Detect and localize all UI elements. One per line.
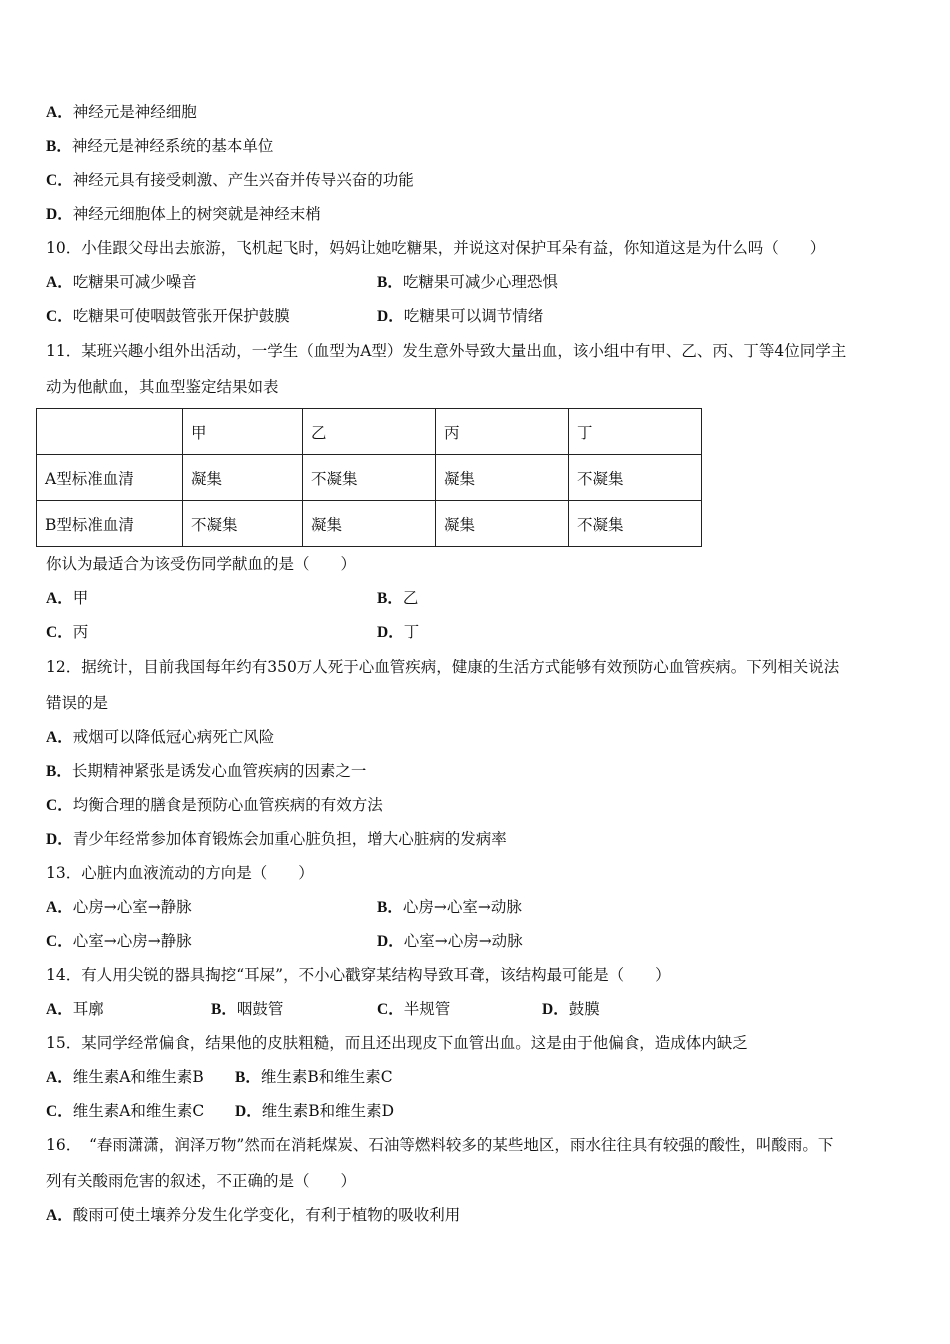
table-row	[37, 455, 702, 501]
table-cell: 凝集	[436, 501, 569, 547]
table-cell: 不凝集	[303, 455, 436, 501]
table-cell: 不凝集	[183, 501, 303, 547]
table-header-cell: 乙	[303, 409, 436, 455]
q11-stem-line2: 动为他献血，其血型鉴定结果如表	[46, 378, 279, 396]
table-header-cell: 丙	[436, 409, 569, 455]
q13-option-d: D．心室→心房→动脉	[377, 932, 523, 950]
q16-stem-line2: 列有关酸雨危害的叙述，不正确的是（ ）	[46, 1172, 357, 1190]
q15-option-d: D．维生素B和维生素D	[235, 1102, 395, 1120]
q13-option-c: C．心室→心房→静脉	[46, 932, 192, 950]
table-cell: 不凝集	[569, 455, 702, 501]
q9-option-a: A．神经元是神经细胞	[46, 103, 197, 121]
q10-option-a: A．吃糖果可减少噪音	[46, 273, 197, 291]
q15-option-b: B．维生素B和维生素C	[235, 1068, 393, 1086]
table-header-cell: 甲	[183, 409, 303, 455]
q15-option-a: A．维生素A和维生素B	[46, 1068, 204, 1086]
table-cell: A型标准血清	[37, 455, 183, 501]
blood-type-table	[36, 408, 702, 547]
q11-question: 你认为最适合为该受伤同学献血的是（ ）	[46, 555, 357, 573]
q11-option-d: D．丁	[377, 623, 420, 641]
table-cell: 凝集	[303, 501, 436, 547]
q10-option-c: C．吃糖果可使咽鼓管张开保护鼓膜	[46, 307, 290, 325]
table-header-row	[37, 409, 702, 455]
table-cell: 不凝集	[569, 501, 702, 547]
q15-option-c: C．维生素A和维生素C	[46, 1102, 205, 1120]
q13-option-b: B．心房→心室→动脉	[377, 898, 522, 916]
q14-option-a: A．耳廓	[46, 1000, 104, 1018]
q15-stem: 15．某同学经常偏食，结果他的皮肤粗糙，而且还出现皮下血管出血。这是由于他偏食，造成体内缺乏	[46, 1034, 748, 1052]
q9-option-b: B．神经元是神经系统的基本单位	[46, 137, 274, 155]
table-cell: 凝集	[183, 455, 303, 501]
q11-stem-line1: 11．某班兴趣小组外出活动，一学生（血型为A型）发生意外导致大量出血，该小组中有甲、乙、丙、丁等4位同学主	[46, 342, 847, 360]
table-header-cell: 丁	[569, 409, 702, 455]
table-cell: B型标准血清	[37, 501, 183, 547]
q9-option-d: D．神经元细胞体上的树突就是神经末梢	[46, 205, 321, 223]
q10-stem: 10．小佳跟父母出去旅游，飞机起飞时，妈妈让她吃糖果，并说这对保护耳朵有益，你知道这是为什么吗（ ）	[46, 239, 826, 257]
q11-option-c: C．丙	[46, 623, 89, 641]
q14-option-b: B．咽鼓管	[211, 1000, 284, 1018]
table-header-cell	[37, 409, 183, 455]
q16-option-a: A．酸雨可使土壤养分发生化学变化，有利于植物的吸收利用	[46, 1206, 461, 1224]
q13-option-a: A．心房→心室→静脉	[46, 898, 192, 916]
q10-option-b: B．吃糖果可减少心理恐惧	[377, 273, 558, 291]
q11-option-b: B．乙	[377, 589, 419, 607]
q12-stem-line2: 错误的是	[46, 694, 109, 712]
q9-option-c: C．神经元具有接受刺激、产生兴奋并传导兴奋的功能	[46, 171, 414, 189]
q14-option-d: D．鼓膜	[542, 1000, 600, 1018]
q12-option-d: D．青少年经常参加体育锻炼会加重心脏负担，增大心脏病的发病率	[46, 830, 507, 848]
table-cell: 凝集	[436, 455, 569, 501]
q14-stem: 14．有人用尖锐的器具掏挖“耳屎”，不小心戳穿某结构导致耳聋，该结构最可能是（ ）	[46, 966, 671, 984]
q14-option-c: C．半规管	[377, 1000, 451, 1018]
table-row	[37, 501, 702, 547]
q12-option-a: A．戒烟可以降低冠心病死亡风险	[46, 728, 275, 746]
q11-option-a: A．甲	[46, 589, 89, 607]
q16-stem-line1: 16． “春雨潇潇，润泽万物”然而在消耗煤炭、石油等燃料较多的某些地区，雨水往往具有较强的酸性，叫酸雨。下	[46, 1136, 834, 1154]
q13-stem: 13．心脏内血液流动的方向是（ ）	[46, 864, 314, 882]
q10-option-d: D．吃糖果可以调节情绪	[377, 307, 544, 325]
q12-stem-line1: 12．据统计，目前我国每年约有350万人死于心血管疾病，健康的生活方式能够有效预防心血管疾病。下列相关说法	[46, 658, 840, 676]
q12-option-c: C．均衡合理的膳食是预防心血管疾病的有效方法	[46, 796, 383, 814]
q12-option-b: B．长期精神紧张是诱发心血管疾病的因素之一	[46, 762, 367, 780]
